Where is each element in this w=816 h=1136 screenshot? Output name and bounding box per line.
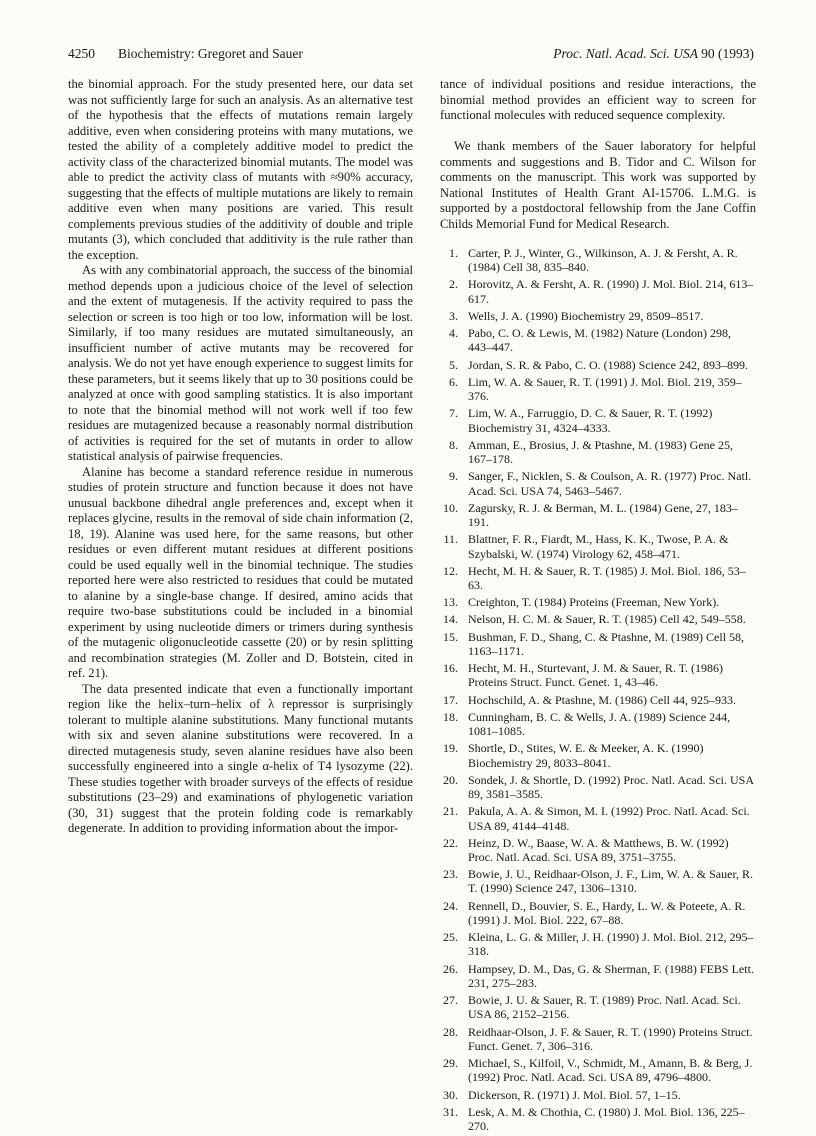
body-paragraph-continuation: tance of individual positions and residue interactions, the binomial method provides an efficient way to screen for functional molecules with reduced sequence complexity. bbox=[440, 77, 756, 122]
reference-item bbox=[440, 773, 756, 802]
page-header bbox=[68, 46, 754, 64]
reference-item bbox=[440, 532, 756, 561]
reference-text: Jordan, S. R. & Pabo, C. O. (1988) Science 242, 893–899. bbox=[468, 357, 748, 372]
body-paragraph: As with any combinatorial approach, the success of the binomial method depends upon a judicious choice of the level of selection and the extent of mutagenesis. If the activity required to pass the selection or screen is too high or too low, information will be lost. Similarly, if too many residues are mutated simultaneously, an insufficient number of active mutants may be recovered for analysis. We do not yet have enough experience to suggest limits for these parameters, but it seems likely that up to 30 positions could be analyzed at once with good sampling statistics. It is also important to note that the binomial method will not work well if too few residues are mutagenized because a reasonably normal distribution of activities is required for the set of mutants in order to allow statistical analysis of pairwise frequencies. bbox=[68, 263, 413, 463]
reference-item bbox=[440, 406, 756, 435]
reference-text: Dickerson, R. (1971) J. Mol. Biol. 57, 1–15. bbox=[468, 1087, 681, 1102]
reference-text: Hecht, M. H., Sturtevant, J. M. & Sauer, R. T. (1986) Proteins Struct. Funct. Genet. 1, 43–46. bbox=[468, 661, 724, 690]
reference-item bbox=[440, 326, 756, 355]
reference-text: Wells, J. A. (1990) Biochemistry 29, 8509–8517. bbox=[468, 308, 704, 323]
reference-text: Rennell, D., Bouvier, S. E., Hardy, L. W. & Poteete, A. R. (1991) J. Mol. Biol. 222, 67–88. bbox=[468, 898, 746, 927]
reference-number: 1. bbox=[449, 246, 458, 260]
reference-number: 31. bbox=[443, 1104, 458, 1119]
reference-text: Bushman, F. D., Shang, C. & Ptashne, M. (1989) Cell 58, 1163–1171. bbox=[468, 629, 745, 658]
reference-text: Carter, P. J., Winter, G., Wilkinson, A. J. & Fersht, A. R. (1984) Cell 38, 835–840. bbox=[468, 246, 738, 275]
reference-item bbox=[440, 309, 756, 323]
reference-text: Bowie, J. U. & Sauer, R. T. (1989) Proc. Natl. Acad. Sci. USA 86, 2152–2156. bbox=[468, 993, 741, 1022]
body-paragraph: The data presented indicate that even a functionally important region like the helix–turn–helix of λ repressor is surprisingly tolerant to multiple alanine substitutions. Many functional mutants with six and seven alanine substitutions were recovered. In a directed mutagenesis study, seven alanine residues have also been successfully engineered into a single α-helix of T4 lysozyme (22). These studies together with broader surveys of the effects of residue substitutions (23–29) and examinations of phylogenetic variation (30, 31) suggest that the protein folding code is remarkably degenerate. In addition to providing information about the impor- bbox=[68, 681, 413, 835]
reference-number: 18. bbox=[443, 709, 458, 724]
reference-item bbox=[440, 358, 756, 372]
reference-number: 29. bbox=[443, 1056, 458, 1071]
reference-text: Pabo, C. O. & Lewis, M. (1982) Nature (London) 298, 443–447. bbox=[468, 326, 731, 355]
reference-item bbox=[440, 836, 756, 865]
reference-text: Heinz, D. W., Baase, W. A. & Matthews, B. W. (1992) Proc. Natl. Acad. Sci. USA 89, 3751–3755. bbox=[468, 835, 729, 864]
reference-text: Hochschild, A. & Ptashne, M. (1986) Cell 44, 925–933. bbox=[468, 692, 736, 707]
reference-number: 8. bbox=[449, 437, 458, 452]
reference-text: Cunningham, B. C. & Wells, J. A. (1989) Science 244, 1081–1085. bbox=[468, 709, 731, 739]
reference-number: 27. bbox=[443, 993, 458, 1008]
running-title: Biochemistry: Gregoret and Sauer bbox=[118, 46, 303, 61]
reference-number: 21. bbox=[443, 804, 458, 819]
reference-number: 9. bbox=[449, 469, 458, 484]
reference-item bbox=[440, 630, 756, 659]
reference-item bbox=[440, 661, 756, 690]
reference-text: Nelson, H. C. M. & Sauer, R. T. (1985) Cell 42, 549–558. bbox=[468, 612, 746, 627]
reference-number: 7. bbox=[449, 406, 458, 421]
reference-text: Lesk, A. M. & Chothia, C. (1980) J. Mol. Biol. 136, 225–270. bbox=[468, 1104, 745, 1134]
reference-item bbox=[440, 867, 756, 896]
reference-text: Kleina, L. G. & Miller, J. H. (1990) J. Mol. Biol. 212, 295–318. bbox=[468, 930, 754, 959]
body-paragraph: Alanine has become a standard reference residue in numerous studies of protein structure and function because it does not have unusual backbone dihedral angle preferences and, except when it replaces glycine, results in the removal of side chain information (2, 18, 19). Alanine was used here, for the same reasons, but other residues or even different mutant residues at different positions could be used equally well in the binomial technique. The studies reported here were also restricted to residues that could be mutated to alanine by a single-base change. If desired, amino acids that require two-base substitutions could be included in a binomial experiment by using nucleotide dimers or trimers during synthesis of the mutagenic oligonucleotide cassette (20) or by resin splitting and recombination strategies (M. Zoller and D. Botstein, cited in ref. 21). bbox=[68, 464, 413, 680]
reference-text: Michael, S., Kilfoil, V., Schmidt, M., Amann, B. & Berg, J. (1992) Proc. Natl. Acad. Sci. USA 89, 4796–4800. bbox=[468, 1056, 753, 1085]
reference-text: Reidhaar-Olson, J. F. & Sauer, R. T. (1990) Proteins Struct. Funct. Genet. 7, 306–316. bbox=[468, 1024, 753, 1053]
reference-text: Creighton, T. (1984) Proteins (Freeman, New York). bbox=[468, 595, 720, 610]
reference-number: 2. bbox=[449, 277, 458, 292]
body-paragraph: the binomial approach. For the study presented here, our data set was not sufficiently large for such an analysis. As an alternative test of the hypothesis that the effects of mutations remain largely additive, even when considering proteins with many mutations, we tested the ability of a completely additive model to predict the activity class of the characterized binomial mutants. The model was able to predict the activity class of mutants with ≈90% accuracy, suggesting that the effects of multiple mutations are likely to remain additive even when many positions are varied. This result complements previous studies of the additivity of double and triple mutants (3), which concluded that additivity is the rule rather than the exception. bbox=[68, 77, 413, 262]
reference-number: 12. bbox=[443, 563, 458, 578]
reference-item bbox=[440, 277, 756, 306]
journal-name: Proc. Natl. Acad. Sci. USA bbox=[553, 46, 698, 61]
reference-number: 28. bbox=[443, 1024, 458, 1039]
reference-text: Lim, W. A., Farruggio, D. C. & Sauer, R. T. (1992) Biochemistry 31, 4324–4333. bbox=[468, 406, 713, 435]
reference-number: 10. bbox=[443, 500, 458, 515]
reference-number: 23. bbox=[443, 867, 458, 882]
reference-number: 11. bbox=[443, 532, 458, 547]
reference-text: Sanger, F., Nicklen, S. & Coulson, A. R. (1977) Proc. Natl. Acad. Sci. USA 74, 5463–5467. bbox=[468, 469, 752, 498]
reference-item bbox=[440, 501, 756, 530]
reference-number: 25. bbox=[443, 930, 458, 945]
reference-item bbox=[440, 741, 756, 770]
reference-item bbox=[440, 375, 756, 404]
reference-text: Sondek, J. & Shortle, D. (1992) Proc. Natl. Acad. Sci. USA 89, 3581–3585. bbox=[468, 772, 754, 802]
reference-text: Lim, W. A. & Sauer, R. T. (1991) J. Mol. Biol. 219, 359–376. bbox=[468, 374, 742, 404]
reference-item bbox=[440, 930, 756, 959]
reference-number: 19. bbox=[443, 741, 458, 756]
reference-number: 24. bbox=[443, 898, 458, 913]
reference-number: 15. bbox=[443, 629, 458, 644]
reference-text: Hecht, M. H. & Sauer, R. T. (1985) J. Mol. Biol. 186, 53–63. bbox=[468, 563, 746, 593]
reference-number: 17. bbox=[443, 692, 458, 707]
reference-item bbox=[440, 595, 756, 609]
reference-text: Shortle, D., Stites, W. E. & Meeker, A. K. (1990) Biochemistry 29, 8033–8041. bbox=[468, 741, 704, 770]
reference-item bbox=[440, 1105, 756, 1134]
reference-item bbox=[440, 1025, 756, 1054]
reference-item bbox=[440, 899, 756, 928]
reference-number: 13. bbox=[443, 595, 458, 610]
reference-text: Zagursky, R. J. & Berman, M. L. (1984) Gene, 27, 183–191. bbox=[468, 500, 738, 530]
reference-item bbox=[440, 469, 756, 498]
reference-number: 14. bbox=[443, 612, 458, 627]
reference-number: 16. bbox=[443, 661, 458, 676]
reference-text: Horovitz, A. & Fersht, A. R. (1990) J. Mol. Biol. 214, 613–617. bbox=[468, 277, 754, 306]
journal-volume: 90 (1993) bbox=[701, 46, 754, 61]
journal-citation bbox=[553, 46, 754, 62]
reference-number: 3. bbox=[449, 308, 458, 323]
left-column bbox=[68, 77, 413, 837]
reference-item bbox=[440, 246, 756, 275]
reference-item bbox=[440, 962, 756, 991]
reference-item bbox=[440, 438, 756, 467]
reference-item bbox=[440, 693, 756, 707]
acknowledgment: We thank members of the Sauer laboratory for helpful comments and suggestions and B. Tidor and C. Wilson for comments on the manuscript. This work was supported by National Institutes of Health Grant AI-15706. L.M.G. is supported by a postdoctoral fellowship from the Jane Coffin Childs Memorial Fund for Medical Research. bbox=[440, 139, 756, 231]
reference-text: Amman, E., Brosius, J. & Ptashne, M. (1983) Gene 25, 167–178. bbox=[468, 437, 733, 467]
reference-text: Hampsey, D. M., Das, G. & Sherman, F. (1988) FEBS Lett. 231, 275–283. bbox=[468, 961, 754, 990]
reference-item bbox=[440, 993, 756, 1022]
reference-text: Blattner, F. R., Fiardt, M., Hass, K. K., Twose, P. A. & Szybalski, W. (1974) Virology 62, 458–471. bbox=[468, 532, 729, 561]
right-column bbox=[440, 77, 756, 1136]
reference-number: 30. bbox=[443, 1087, 458, 1102]
reference-number: 6. bbox=[449, 374, 458, 389]
reference-item bbox=[440, 612, 756, 626]
reference-item bbox=[440, 564, 756, 593]
reference-number: 5. bbox=[449, 357, 458, 372]
reference-number: 26. bbox=[443, 961, 458, 976]
reference-item bbox=[440, 710, 756, 739]
reference-item bbox=[440, 804, 756, 833]
reference-number: 22. bbox=[443, 835, 458, 850]
reference-text: Pakula, A. A. & Simon, M. I. (1992) Proc. Natl. Acad. Sci. USA 89, 4144–4148. bbox=[468, 804, 750, 833]
reference-item bbox=[440, 1088, 756, 1102]
reference-item bbox=[440, 1056, 756, 1085]
reference-text: Bowie, J. U., Reidhaar-Olson, J. F., Lim, W. A. & Sauer, R. T. (1990) Science 247, 1306–1310. bbox=[468, 867, 753, 896]
reference-number: 20. bbox=[443, 772, 458, 787]
reference-list bbox=[440, 246, 756, 1133]
page-number: 4250 bbox=[68, 46, 95, 61]
reference-number: 4. bbox=[449, 326, 458, 341]
